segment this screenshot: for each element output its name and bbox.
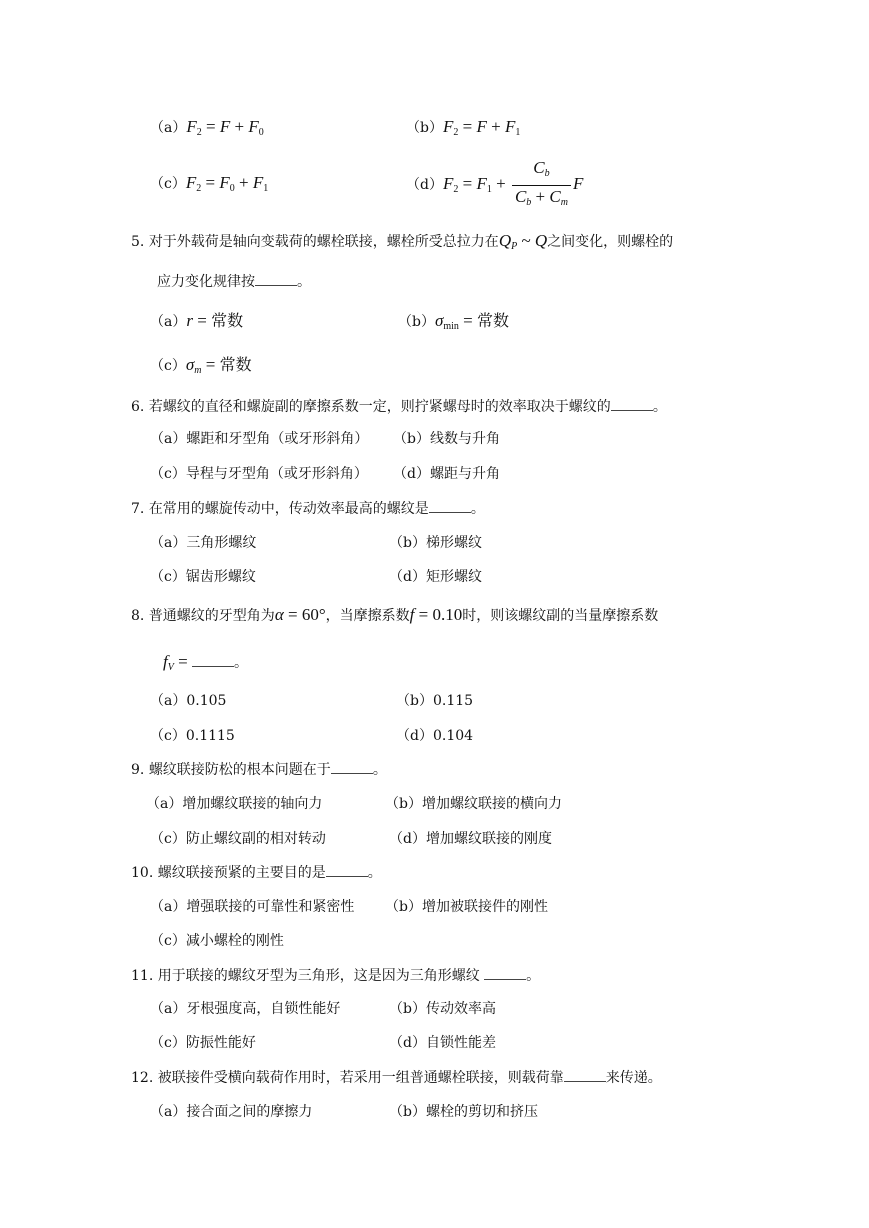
q7-stem: 7. 在常用的螺旋传动中，传动效率最高的螺纹是 。 <box>131 501 485 517</box>
answer-blank <box>484 967 526 980</box>
answer-blank <box>255 273 297 286</box>
q7-option-d: （d）矩形螺纹 <box>389 569 482 585</box>
q8-option-b: （b）0.115 <box>396 693 474 709</box>
answer-blank <box>331 761 373 774</box>
answer-blank <box>192 654 234 667</box>
q7-option-a: （a）三角形螺纹 <box>150 535 257 551</box>
q8-stem-line2: fV = 。 <box>163 652 248 673</box>
q9-option-d: （d）增加螺纹联接的刚度 <box>389 831 552 847</box>
q10-stem: 10. 螺纹联接预紧的主要目的是 。 <box>131 865 382 881</box>
q10-option-b: （b）增加被联接件的刚性 <box>385 899 548 915</box>
q5-option-a: （a）r = 常数 <box>150 311 244 330</box>
q4-option-a: $(a)F_2 = F + F_0$ <box>150 117 264 138</box>
answer-blank <box>611 398 653 411</box>
q8-option-d: （d）0.104 <box>396 728 474 744</box>
q6-stem: 6. 若螺纹的直径和螺旋副的摩擦系数一定，则拧紧螺母时的效率取决于螺纹的 。 <box>131 399 667 415</box>
q11-option-d: （d）自锁性能差 <box>389 1035 496 1051</box>
answer-blank <box>564 1069 606 1082</box>
q11-option-c: （c）防振性能好 <box>150 1035 256 1051</box>
answer-blank <box>429 500 471 513</box>
q4-option-b: $(b)F_2 = F + F_1$ <box>406 117 521 138</box>
q8-option-a: （a）0.105 <box>150 693 227 709</box>
answer-blank <box>326 864 368 877</box>
q6-option-d: （d）螺距与升角 <box>393 466 500 482</box>
q10-option-c: （c）减小螺栓的刚性 <box>150 933 284 949</box>
q7-option-b: （b）梯形螺纹 <box>389 535 482 551</box>
q9-option-b: （b）增加螺纹联接的横向力 <box>385 796 562 812</box>
q11-option-a: （a）牙根强度高，自锁性能好 <box>150 1001 341 1017</box>
q12-stem: 12. 被联接件受横向载荷作用时，若采用一组普通螺栓联接，则载荷靠 来传递。 <box>131 1070 662 1086</box>
q4-option-c: $(c)F_2 = F_0 + F_1$ <box>150 173 269 194</box>
q6-option-b: （b）线数与升角 <box>393 431 500 447</box>
q12-option-a: （a）接合面之间的摩擦力 <box>150 1104 313 1120</box>
q12-option-b: （b）螺栓的剪切和挤压 <box>389 1104 538 1120</box>
q11-option-b: （b）传动效率高 <box>389 1001 496 1017</box>
q9-option-a: （a）增加螺纹联接的轴向力 <box>146 796 323 812</box>
q8-stem: 8. 普通螺纹的牙型角为α = 60°，当摩擦系数f = 0.10时，则该螺纹副的当量摩擦系数 <box>131 605 659 624</box>
q8-option-c: （c）0.1115 <box>150 728 235 744</box>
q5-option-b: $(b)\sigma_{min}$ = 常数 <box>398 311 510 332</box>
q5-option-c: （c）σm = 常数 <box>150 355 252 376</box>
q11-stem: 11. 用于联接的螺纹牙型为三角形，这是因为三角形螺纹 。 <box>131 968 541 984</box>
q4-option-d: $(d)F_2 = F_1$ + $\frac{Cb}{Cb + Cm}$ F <box>406 155 583 219</box>
q6-option-a: （a）螺距和牙型角（或牙形斜角） <box>150 431 369 447</box>
q9-stem: 9. 螺纹联接防松的根本问题在于 。 <box>131 762 387 778</box>
q6-option-c: （c）导程与牙型角（或牙形斜角） <box>150 466 368 482</box>
stiffness-fraction: $\frac{Cb}{Cb + Cm}$ <box>512 158 571 213</box>
q10-option-a: （a）增强联接的可靠性和紧密性 <box>150 899 355 915</box>
q5-stem: 5. 对于外载荷是轴向变载荷的螺栓联接，螺栓所受总拉力在QP ~ Q之间变化，则螺栓的 <box>131 231 674 252</box>
q7-option-c: （c）锯齿形螺纹 <box>150 569 256 585</box>
q9-option-c: （c）防止螺纹副的相对转动 <box>150 831 326 847</box>
q5-stem-line2: 应力变化规律按 。 <box>157 274 311 290</box>
